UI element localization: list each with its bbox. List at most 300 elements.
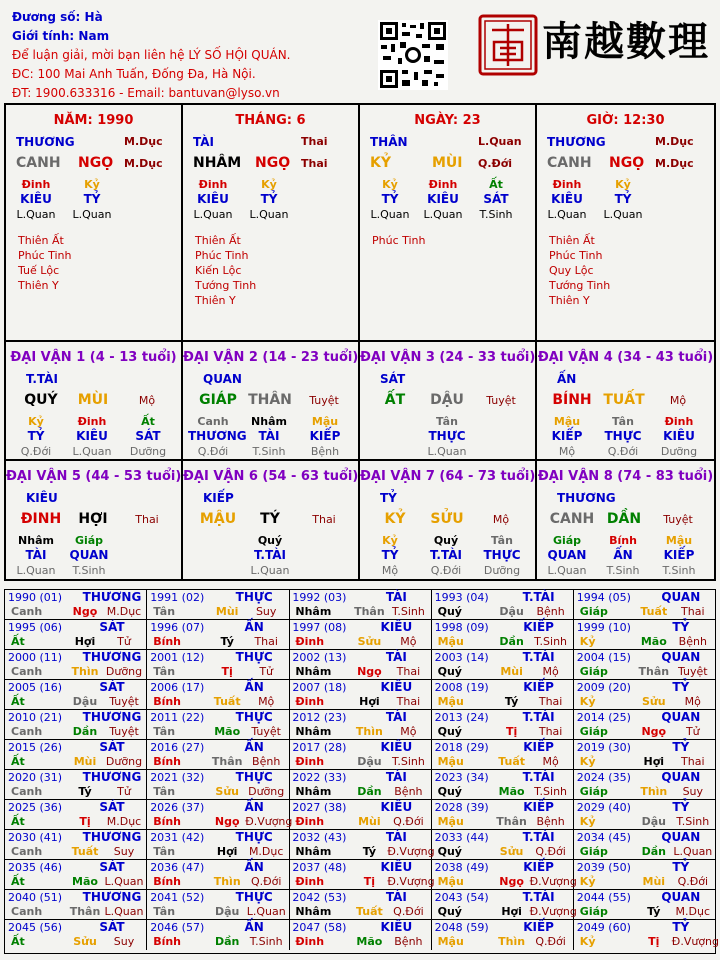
luck-pillar-cell[interactable] [360,461,537,579]
hidden-stem: Đinh [428,178,458,191]
year-stem: Tân [153,845,176,858]
hidden-stem-stage: L.Quan [16,208,56,221]
luck-stem: ẤT [384,392,406,408]
year-label: 2012 (23) [292,711,347,724]
year-cell[interactable] [432,860,577,890]
luck-stage: Thai [135,513,159,526]
luck-hidden-god: KIÊU [76,429,108,443]
year-stage: L.Quan [246,905,286,918]
year-branch: Ngọ [72,605,98,618]
pillar-stage: M.Dục [655,135,694,148]
year-stage: Đ.Vượng [529,905,577,918]
luck-stem: KỶ [384,511,406,527]
year-stem: Quý [437,785,462,798]
brand-title: 南越數理 [542,18,710,65]
luck-hidden-stage: Dưỡng [660,445,698,458]
year-god: KIÊU [380,800,413,814]
year-god: THƯƠNG [82,770,142,784]
year-cell[interactable] [289,770,431,800]
year-cell[interactable] [5,770,147,800]
year-god: KIÊU [380,620,413,634]
year-label: 2002 (13) [292,651,347,664]
year-stem: Đinh [295,695,325,708]
year-cell[interactable] [5,830,147,860]
year-cell[interactable] [147,800,293,830]
year-cell[interactable] [289,620,431,650]
year-stem: Tân [153,665,176,678]
year-label: 2026 (37) [150,801,205,814]
year-label: 2001 (12) [150,651,205,664]
year-label: 2028 (39) [434,801,489,814]
year-stem: Canh [11,905,43,918]
luck-stage: Mộ [138,394,156,407]
year-god: QUAN [661,770,701,784]
gender-label: Giới tính: [12,29,75,43]
year-label: 1990 (01) [8,591,63,604]
year-cell[interactable] [432,680,574,710]
pillar-title: NGÀY: 23 [414,113,481,128]
year-branch: Mão [72,875,98,888]
special-stars-list [549,233,610,308]
year-cell[interactable] [289,920,431,950]
year-branch: Tuất [640,605,668,618]
luck-hidden-stage: Mộ [381,564,399,577]
hidden-stem-god: SÁT [483,192,509,206]
year-branch: Ngọ [214,815,240,828]
year-label: 2018 (29) [434,741,489,754]
phone-email-line[interactable]: ĐT: 1900.633316 - Email: bantuvan@lyso.vn [12,86,280,100]
year-cell[interactable] [147,620,289,650]
year-cell[interactable] [432,740,574,770]
year-branch: Tuất [213,695,241,708]
year-stage: T.Sinh [391,755,425,768]
year-cell[interactable] [574,800,716,830]
year-stage: Thai [396,695,421,708]
year-cell[interactable] [432,830,574,860]
special-star: Phúc Tinh [18,249,72,262]
year-branch: Tị [648,935,660,948]
year-branch: Hợi [216,845,238,858]
year-stem: Đinh [295,815,325,828]
luck-pillar-cell[interactable] [537,342,714,459]
year-stem: Giáp [579,725,608,738]
year-stage: M.Dục [106,815,142,828]
year-cell[interactable] [432,890,577,920]
year-stem: Giáp [579,665,608,678]
year-label: 2045 (56) [8,921,63,934]
luck-stem-god: THƯƠNG [557,491,616,505]
year-god: KIẾP [523,920,554,934]
year-branch: Tị [363,875,376,888]
year-god: THƯƠNG [82,890,142,904]
year-god: ẤN [244,740,264,754]
year-stem: Nhâm [295,605,332,618]
luck-hidden-stem: Ất [141,415,155,428]
luck-hidden-stage: Q.Đới [197,445,229,458]
year-label: 2017 (28) [292,741,347,754]
year-label: 2022 (33) [292,771,347,784]
year-god: TÀI [385,710,407,724]
hidden-stem: Kỷ [84,178,100,191]
year-stem: Kỷ [579,635,596,648]
year-cell[interactable] [147,830,289,860]
year-stage: Q.Đới [535,845,566,858]
year-branch: Hợi [74,635,96,648]
hidden-stem-stage: L.Quan [193,208,233,221]
luck-pillar-cell[interactable] [537,461,714,579]
year-cell[interactable] [289,740,431,770]
year-stage: Đ.Vượng [529,875,577,888]
year-branch: Tuất [355,905,383,918]
year-god: KIẾP [523,620,554,634]
year-cell[interactable] [147,590,289,620]
year-stage: Mộ [684,695,701,708]
year-stem: Nhâm [295,785,332,798]
year-label: 2014 (25) [576,711,631,724]
special-star: Thiên Y [195,294,236,307]
luck-hidden-stage: Q.Đới [20,445,52,458]
year-branch: Thìn [213,875,241,888]
hidden-stem-stage: L.Quan [423,208,463,221]
year-cell[interactable] [147,920,289,950]
luck-stage: Thai [312,513,336,526]
year-branch: Tý [220,635,234,648]
year-cell[interactable] [5,920,147,950]
luck-stem-god: TỶ [380,491,397,505]
year-stem: Giáp [579,785,608,798]
year-label: 2025 (36) [8,801,63,814]
year-cell[interactable] [147,770,289,800]
luck-hidden-god: T.TÀI [254,548,286,562]
year-cell[interactable] [147,710,289,740]
pillar-stage: Thai [301,135,328,148]
year-stage: Q.Đới [535,935,566,948]
year-god: QUAN [661,890,701,904]
year-stage: Q.Đới [393,815,424,828]
luck-stage: Mộ [492,513,510,526]
year-stem: Ất [11,695,25,708]
year-stem: Mậu [437,875,464,888]
year-stem: Nhâm [295,725,332,738]
year-cell[interactable] [289,890,431,920]
year-cell[interactable] [432,590,574,620]
year-stem: Mậu [437,815,464,828]
year-cell[interactable] [289,680,431,710]
year-cell[interactable] [574,740,716,770]
year-branch: Dần [72,725,98,738]
pillar-stem-god: TÀI [193,135,215,149]
year-stage: Tử [117,785,131,798]
year-label: 2027 (38) [292,801,347,814]
year-cell[interactable] [432,920,574,950]
year-branch: Mùi [358,815,381,828]
year-cell[interactable] [147,890,289,920]
luck-hidden-stage: Bệnh [310,445,340,458]
year-cell[interactable] [432,800,574,830]
luck-hidden-stage: L.Quan [250,564,290,577]
hidden-stem-god: TỶ [260,192,278,206]
luck-hidden-god: KIẾP [663,548,695,562]
year-stem: Nhâm [295,845,332,858]
year-stage: T.Sinh [676,815,710,828]
year-stem: Kỷ [579,875,596,888]
year-stem: Mậu [437,755,464,768]
year-stem: Ất [11,875,25,888]
year-cell[interactable] [432,650,574,680]
year-stem: Đinh [295,935,325,948]
year-stage: Thai [396,665,421,678]
year-branch: Tý [647,905,661,918]
luck-stem-god: QUAN [203,372,242,386]
luck-hidden-stem: Giáp [552,534,582,547]
year-god: TỶ [672,740,690,754]
year-cell[interactable] [574,890,716,920]
pillar-cell [183,105,360,340]
year-stem: Quý [437,665,462,678]
year-branch: Thìn [640,785,668,798]
luck-stem-god: KIÊU [26,491,58,505]
year-stage: Mộ [400,635,417,648]
year-label: 2039 (50) [576,861,631,874]
year-cell[interactable] [147,680,289,710]
hidden-stem: Kỷ [615,178,631,191]
year-stem: Tân [153,905,176,918]
year-stem: Canh [11,725,43,738]
year-branch: Tý [78,785,92,798]
year-cell[interactable] [574,920,719,950]
luck-pillar-title: ĐẠI VẬN 2 (14 - 23 tuổi) [183,350,359,365]
luck-pillar-cell[interactable] [6,342,183,459]
pillar-branch-stage: Q.Đới [478,157,513,170]
luck-pillar-cell[interactable] [6,461,183,579]
year-stage: Dưỡng [105,755,143,768]
year-label: 2029 (40) [576,801,631,814]
header-info [12,8,290,103]
hidden-stem: Kỷ [382,178,398,191]
year-branch: Mùi [215,605,239,618]
luck-hidden-stage: Dưỡng [483,564,521,577]
year-cell[interactable] [289,800,431,830]
year-god: T.TÀI [522,710,555,724]
year-label: 2047 (58) [292,921,347,934]
year-god: SÁT [99,680,125,694]
luck-pillar-title: ĐẠI VẬN 7 (64 - 73 tuổi) [360,469,536,484]
pillar-stem: KỶ [370,155,391,171]
special-star: Tuế Lộc [18,264,60,277]
pillar-branch-stage: M.Dục [655,157,694,170]
owner-label: Đương số: [12,10,81,24]
luck-hidden-stem: Tân [491,534,513,547]
year-cell[interactable] [432,770,574,800]
year-god: T.TÀI [522,770,555,784]
hidden-stem-stage: L.Quan [547,208,587,221]
year-label: 2000 (11) [8,651,63,664]
year-stage: Tuyệt [251,725,281,738]
seal-stamp-icon [478,14,538,76]
pillar-branch-stage: M.Dục [124,157,163,170]
pillar-cell [537,105,714,340]
year-cell[interactable] [5,710,147,740]
year-stem: Quý [437,845,462,858]
year-cell[interactable] [5,800,147,830]
year-stem: Kỷ [579,755,596,768]
luck-pillar-cell[interactable] [183,461,360,579]
year-stage: Bệnh [394,935,423,948]
year-god: SÁT [99,620,125,634]
owner-value: Hà [84,10,103,24]
year-cell[interactable] [432,710,574,740]
year-label: 2042 (53) [292,891,347,904]
year-stage: Suy [113,935,135,948]
address-line: ĐC: 100 Mai Anh Tuấn, Đống Đa, Hà Nội. [12,67,256,81]
year-label: 1994 (05) [576,591,631,604]
year-stem: Canh [11,665,43,678]
year-stage: M.Dục [248,845,284,858]
year-branch: Thìn [71,665,99,678]
year-branch: Thìn [355,725,383,738]
luck-branch: TUẤT [603,392,645,408]
luck-hidden-stem: Kỷ [382,534,398,547]
year-cell[interactable] [289,650,431,680]
year-branch: Tị [79,815,91,828]
year-god: THƯƠNG [82,830,142,844]
luck-pillar-title: ĐẠI VẬN 1 (4 - 13 tuổi) [10,350,177,365]
year-label: 2024 (35) [576,771,631,784]
year-stage: Bệnh [252,755,281,768]
special-star: Thiên Y [549,294,590,307]
year-stage: Q.Đới [393,905,424,918]
year-cell[interactable] [5,620,147,650]
luck-hidden-stage: Mộ [558,445,576,458]
year-god: KIÊU [380,920,413,934]
year-stem: Nhâm [295,665,332,678]
year-label: 2031 (42) [150,831,205,844]
luck-stem: MẬU [199,511,237,527]
year-stage: Thai [538,725,563,738]
luck-hidden-stage: L.Quan [16,564,56,577]
year-stage: L.Quan [104,875,144,888]
luck-hidden-stem: Đinh [77,415,107,428]
special-star: Thiên Y [18,279,59,292]
year-cell[interactable] [289,830,435,860]
year-stem: Canh [11,845,43,858]
luck-hidden-god: THỰC [428,429,466,443]
year-god: QUAN [661,590,701,604]
year-cell[interactable] [5,680,147,710]
year-branch: Sửu [73,935,97,948]
year-cell[interactable] [574,770,716,800]
year-label: 2038 (49) [434,861,489,874]
year-god: THỰC [235,590,273,604]
year-god: T.TÀI [522,650,555,664]
luck-hidden-god: TÀI [25,548,47,562]
year-god: KIÊU [380,740,413,754]
year-stem: Bính [153,935,182,948]
luck-hidden-stem: Canh [197,415,229,428]
luck-stem: GIÁP [199,392,237,408]
special-star: Phúc Tinh [195,249,249,262]
luck-branch: DẬU [430,392,464,408]
year-cell[interactable] [574,620,716,650]
year-god: ẤN [244,800,264,814]
luck-stem-god: ẤN [557,372,577,386]
special-star: Phúc Tinh [549,249,603,262]
year-branch: Hợi [359,695,380,708]
year-stem: Kỷ [579,935,596,948]
year-stage: Suy [255,605,277,618]
year-cell[interactable] [147,650,289,680]
year-branch: Dần [357,785,382,798]
pillar-row [6,105,714,342]
hidden-stem: Đinh [552,178,582,191]
year-cell[interactable] [5,890,147,920]
year-branch: Sửu [357,635,382,648]
year-label: 2043 (54) [434,891,489,904]
year-god: QUAN [661,650,701,664]
year-cell[interactable] [289,860,435,890]
year-stem: Đinh [295,755,325,768]
luck-stage: Tuyệt [309,394,339,407]
luck-branch: TÝ [260,511,280,527]
special-star: Quy Lộc [549,264,594,277]
year-god: ẤN [244,860,264,874]
year-cell[interactable] [574,680,716,710]
year-cell[interactable] [5,860,147,890]
luck-stem-god: KIẾP [203,491,234,505]
luck-pillar-title: ĐẠI VẬN 3 (24 - 33 tuổi) [360,350,536,365]
year-cell[interactable] [5,740,147,770]
year-cell[interactable] [147,860,289,890]
luck-hidden-god: THƯƠNG [188,429,247,443]
year-god: ẤN [244,920,264,934]
year-cell[interactable] [5,650,147,680]
luck-hidden-god: SÁT [135,429,161,443]
luck-hidden-stem: Tân [612,415,634,428]
year-cell[interactable] [432,620,574,650]
year-label: 2007 (18) [292,681,347,694]
year-label: 2023 (34) [434,771,489,784]
year-god: TÀI [385,770,407,784]
luck-row-2 [6,461,714,579]
year-cell[interactable] [574,650,716,680]
year-label: 2033 (44) [434,831,489,844]
year-stage: Bệnh [394,785,423,798]
year-stage: Thai [681,605,705,618]
year-cell[interactable] [574,860,716,890]
year-cell[interactable] [289,710,431,740]
year-cell[interactable] [574,590,716,620]
luck-pillar-cell[interactable] [360,342,537,459]
year-cell[interactable] [147,740,289,770]
hidden-stem-god: KIÊU [427,192,459,206]
year-cell[interactable] [574,830,716,860]
year-label: 2021 (32) [150,771,205,784]
year-branch: Mùi [642,875,666,888]
year-cell[interactable] [289,590,431,620]
year-stage: Bệnh [536,815,565,828]
year-branch: Sửu [499,845,524,858]
luck-hidden-stem: Mậu [665,534,693,547]
year-cell[interactable] [574,710,716,740]
year-god: T.TÀI [522,830,555,844]
hidden-stem-stage: L.Quan [249,208,289,221]
luck-stem-god: T.TÀI [26,372,58,386]
year-branch: Sửu [215,785,239,798]
year-stem: Ất [11,815,25,828]
pillar-title: NĂM: 1990 [53,113,134,128]
year-cell[interactable] [5,590,147,620]
luck-pillar-cell[interactable] [183,342,360,459]
